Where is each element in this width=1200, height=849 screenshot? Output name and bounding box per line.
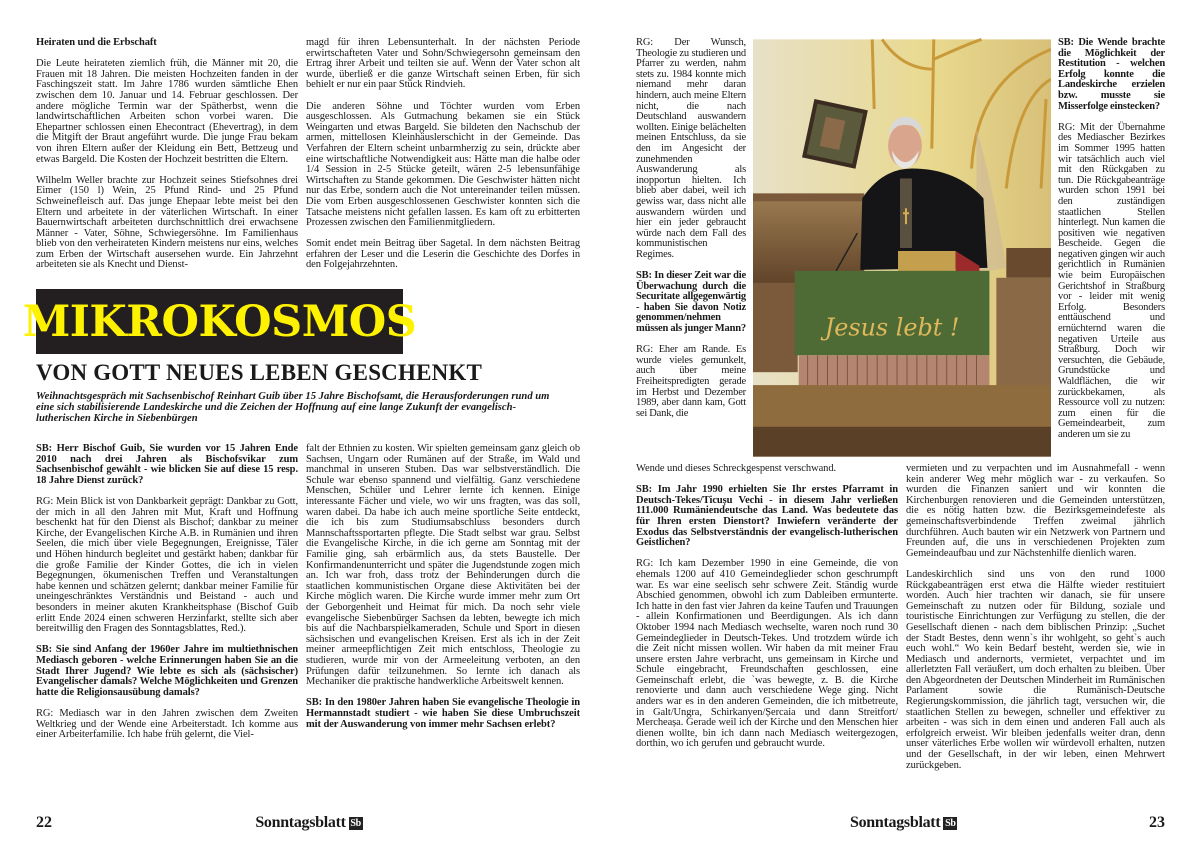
page-number-right: 23	[1149, 814, 1165, 831]
article-headline: VON GOTT NEUES LEBEN GESCHENKT	[36, 360, 483, 386]
paragraph: RG: Ich kam Dezember 1990 in eine Gemeinde, die von ehemals 1200 auf 410 Gemeindeglieder schon geschrumpft war. Es war eine seelisch sehr schwere Zeit. Ständig wurde Abschied genommen, obwohl ich zum Dableiben ermunterte. Ich hatte in den fast vier Jahren da keine Taufen und Trauungen - allein Konfirmationen und Beerdigungen. Als ich dann Oktober 1994 nach Mediasch wechselte, waren noch rund 30 Gemeindeglieder in Deutsch-Tekes. Und trotzdem würde ich die Zeit nicht missen wollen. Wir haben da mit meiner Frau unsere ersten Jahre verbracht, uns gemeinsam in Kirche und Schule eingebracht, Freundschaften geschlossen, eine Gemeinschaft erlebt, die `was bewegte, z. B. die Kirche renovierte und dann auch verschiedene Wege ging. Nicht anders war es in den anderen Gemeinden, die ich mitbetreute, in Galt/Ungra, Schirkanyen/Șercaia und dann Streitfort/ Mercheașa. Gerade weil ich der Kirche und den Menschen hier dienen wollte, bin ich dann nach Mediasch weitergezogen, dorthin, wo ich gerufen und gebraucht wurde.	[636, 558, 898, 750]
paragraph: RG: Mein Blick ist von Dankbarkeit geprägt: Dankbar zu Gott, der mich in all den Jahren mit Mut, Kraft und Hoffnung beschenkt hat für den Dienst als Bischof; dankbar zu meiner Kirche, der Evangelischen Kirche A.B. in Rumänien und ihren Seelen, die mich über viele Begegnungen, Ereignisse, Täler und Höhen hindurch begleitet und gestärkt haben; dankbar für die große Familie der Kinder Gottes, die ich in vielen Begegnungen, ökumenischen Treffen und Veranstaltungen habe kennen und schätzen gelernt; dankbar meiner Familie für uneingeschränktes Verständnis und Beistand - auch und besonders in meiner akuten Krankheitsphase (Bischof Guib erlitt Ende 2024 einen schweren Herzinfarkt, stellte sich aber bereitwillig den Fragen des Sonntagsblattes, Red.).	[36, 496, 298, 635]
footer-left	[36, 805, 580, 833]
interview-question: SB: Im Jahr 1990 erhielten Sie Ihr erstes Pfarramt in Deutsch-Tekes/Ticușu Vechi - in diesem Jahr verließen 111.000 Rumäniendeutsche das Land. Was bedeutete das für Ihren ersten Dienstort? Inwiefern veränderte der Exodus das Selbstverständnis der evangelisch-lutherischen Geistlichen?	[636, 484, 898, 549]
interview-column-4	[1058, 38, 1165, 441]
logo-text: Sonntagsblatt	[850, 814, 941, 831]
bishop-pulpit-illustration	[753, 38, 1051, 458]
logo-mark-icon: Sb	[945, 817, 956, 829]
interview-question: SB: Herr Bischof Guib, Sie wurden vor 15 Jahren Ende 2010 nach drei Jahren als Bischofsvikar zum Sachsenbischof gewählt - wie blicken Sie auf diese 15 resp. 18 Jahre Dienst zurück?	[36, 443, 298, 486]
paragraph: RG: Eher am Rande. Es wurde vieles gemunkelt, auch über meine Freiheitspredigten gerade im Herbst und Dezember 1989, aber dann kam, Gott sei Dank, die	[636, 344, 746, 419]
paragraph: RG: Mediasch war in den Jahren zwischen dem Zweiten Weltkrieg und der Wende eine Arbeiterstadt. Ich komme aus einer Arbeiterfamilie. Ich habe früh gelernt, die Viel-	[36, 707, 298, 741]
paragraph: falt der Ethnien zu kosten. Wir spielten gemeinsam ganz gleich ob Sachsen, Ungarn oder Rumänen auf der Straße, im Wald und manchmal in unseren Stuben. Das war selbstverständlich. Die Schule war ebenso spannend und vielfältig. Ganz verschiedene Menschen, Schüler und Lehrer lernte ich kennen. Einige interessante Fächer und viele, wo wir uns fragten, was das soll, waren dabei. Da habe ich auch meine sportliche Seite entdeckt, die ich bis zum Studiumsabschluss besonders durch Mannschaftssportarten pflegte. Die Stadt selbst war grau. Selbst die Evangelische Kirche, in die ich gerne am Sonntag mit der Familie ging, sah erbärmlich aus, da stets Baustelle. Der Konfirmandenunterricht und später die Jugendstunde zogen mich an. Ich war froh, dass trotz der Behinderungen durch die staatlichen kommunistischen Organe diese Aktivitäten bei der Kirche möglich waren. Die Kirche wurde immer mehr zum Ort der Geborgenheit und Heimat für mich. Da noch sehr viele evangelische Siebenbürger Sachsen da lebten, bewegte ich mich bis auf die Nachbarspielkameraden, Schule und Sport in diesen sächsischen und evangelischen Kreisen. Erst als ich in der Zeit meiner armeepflichtigen Zeit mich entschloss, Theologie zu studieren, wurde mir von der Armeeleitung verboten, an den Prüfungen dafür teilzunehmen. So lernte ich danach als Mechaniker die praktische handwerkliche Arbeitswelt kennen.	[306, 443, 580, 688]
masthead-logo-right	[850, 814, 957, 832]
section-banner-label: MIKROKOSMOS	[22, 296, 417, 347]
interview-column-6	[906, 464, 1165, 771]
interview-column-3	[636, 38, 746, 419]
interview-right-top	[636, 38, 1165, 458]
paragraph: RG: Der Wunsch, Theologie zu studieren und Pfarrer zu werden, nahm stets zu. 1984 konnte mich niemand mehr daran hindern, auch meine Eltern nicht, die nach Deutschland auswandern wollten. Einige belächelten meinen Entschluss, da sie den im Angesicht der zunehmenden Auswanderung als inopportun hielten. Ich blieb aber dabei, weil ich gewiss war, dass nicht alle auswandern würden und hier ein jeder gebraucht würde nach dem Fall des kommunistischen Regimes.	[636, 37, 746, 260]
pulpit-banner-text: Jesus lebt !	[824, 313, 960, 342]
interview-left	[36, 444, 580, 741]
interview-question: SB: Die Wende brachte die Möglichkeit der Restitution - welchen Erfolg konnte die Landeskirche erzielen bzw. musste sie Misserfolge einstecken?	[1058, 37, 1165, 112]
interview-right-bottom-left	[636, 464, 898, 750]
logo-text: Sonntagsblatt	[255, 814, 346, 831]
logo-mark-icon: Sb	[350, 817, 361, 829]
article-column-erbschaft-2	[306, 38, 580, 271]
paragraph: RG: Mit der Übernahme des Mediascher Bezirkes im Sommer 1995 hatten wir tatsächlich auch viel mit den Rückgaben zu tun. Die Rückgabeanträge wurden schon 1991 bei den zuständigen staatlichen Stellen hinterlegt. Nun kamen die positiven wie negativen Bescheide. Gegen die negativen gingen wir auch gerichtlich in Rumänien wie beim Europäischen Gerichtshof in Straßburg vor - leider mit wenig Erfolg. Besonders enttäuschend und ernüchternd waren die negativen Urteile aus Straßburg. Doch wir versuchten, die Gebäude, Grundstücke und Waldflächen, die wir zurückbekamen, als Ressource voll zu nutzen: zum einen für die Gemeindearbeit, zum anderen um sie zu	[1058, 121, 1165, 440]
masthead-logo-left	[255, 814, 362, 832]
paragraph: vermieten und zu verpachten und im Ausnahmefall - wenn kein anderer Weg mehr möglich war - zu verkaufen. So wurden die Finanzen saniert und wir konnten die Kirchenburgen renovieren und die Gemeinden unterstützen, die es nötig hatten bzw. die Bezirksgemeindefeste als gemeinschaftsverbindende Treffen zweimal jährlich durchführen. Auch bauten wir ein Netzwerk von Partnern und Freunden auf, die uns in verschiedenen Projekten zum Gemeindeaufbau und zur Nächstenhilfe dienlich waren.	[906, 463, 1165, 559]
interview-question: SB: In den 1980er Jahren haben Sie evangelische Theologie in Hermannstadt studiert - wie haben Sie diese Umbruchszeit mit der Auswanderung von immer mehr Sachsen erlebt?	[306, 697, 580, 730]
section-heading: Heiraten und die Erbschaft	[36, 37, 157, 48]
pulpit-cloth	[795, 271, 990, 397]
paragraph: magd für ihren Lebensunterhalt. In der nächsten Periode erwirtschafteten Vater und Sohn/Schwiegersohn gemeinsam den Ertrag ihrer Arbeit und teilten sie auf. Wenn der Vater schon alt wurde, überließ er die ganze Wirtschaft seinen Erben, für sich behielt er nur ein paar Stück Rindvieh.	[306, 37, 580, 91]
paragraph: Die anderen Söhne und Töchter wurden vom Erben ausgeschlossen. Als Gutmachung bekamen sie ein Stück Weingarten und etwas Bargeld. Sie bildeten den Nachschub der armen, mittellosen Kleinhäuslerschicht in der Gemeinde. Das Verfahren der Eltern scheint unbarmherzig zu sein, drückte aber eine wirtschaftliche Notwendigkeit aus: Hätte man die halbe oder 1/4 Session in 2-5 Stücke geteilt, wären 2-5 lebensunfähige Wirtschaften zu Stande gekommen. Die Geschwister hätten nicht nur das Erbe, sondern auch die Not untereinander teilen müssen. Die vom Erben ausgeschlossenen Geschwister konnten sich die Tatsache meistens nicht gefallen lassen. Es kam oft zu erbitterten Prozessen zwischen den Familienmitgliedern.	[306, 100, 580, 229]
paragraph: Wilhelm Weller brachte zur Hochzeit seines Stiefsohnes drei Eimer (150 l) Wein, 25 Pfund Rind- und 25 Pfund Schweinefleisch auf. Das junge Ehepaar lebte meist bei den Eltern und arbeitete in der väterlichen Wirtschaft. In einer Bauernwirtschaft arbeiteten durchschnittlich drei erwachsene Männer - Vater, Söhne, Schwiegersöhne. Im Familienhaus blieb von den verheirateten Kindern meistens nur eins, welches zum Erben der Wirtschaft ausersehen wurde. Ein Jahrzehnt arbeiteten sie als Knecht und Dienst-	[36, 174, 298, 271]
footer-right	[636, 805, 1165, 833]
page-number-left: 22	[36, 814, 52, 831]
article-column-erbschaft-1	[36, 38, 298, 271]
interview-column-2	[306, 444, 580, 730]
photo-bishop-at-pulpit	[753, 38, 1051, 458]
interview-question: SB: Sie sind Anfang der 1960er Jahre im multiethnischen Mediasch geboren - welche Erinnerungen haben Sie an die Stadt Ihrer Jugend? Wie lebte es sich als (sächsischer) Evangelischer damals? Welche Möglichkeiten und Grenzen hatte die Religionsausübung damals?	[36, 644, 298, 698]
interview-right-bottom	[636, 464, 1165, 771]
article-intro: Weihnachtsgespräch mit Sachsenbischof Reinhart Guib über 15 Jahre Bischofsamt, die Herausforderungen rund um eine sich stabilisierende Landeskirche und die Zeichen der Hoffnung auf eine lange Zukunft der evangelisch-lutherischen Kirche in Siebenbürgen	[36, 391, 550, 425]
page-left	[22, 37, 580, 833]
interview-column-5	[636, 485, 898, 750]
interview-column-3-tail: Wende und dieses Schreckgespenst verschwand.	[636, 463, 837, 474]
paragraph: Landeskirchlich sind uns von den rund 1000 Rückgabeanträgen erst etwa die Hälfte wieder restituiert worden. Auch hier trachten wir danach, sie für unsere Gemeinschaft zu nutzen oder für Bildung, soziale und touristische Einrichtungen zur Verfügung zu stellen, die der Gesellschaft dienen - nach dem biblischen Prinzip: „Suchet der Stadt Bestes, denn wenn`s ihr wohlgeht, so geht`s auch euch wohl.“ Wo kein Bedarf besteht, werden sie, wie in Mediasch und andernorts, vermietet, verpachtet und im allerletzten Fall veräußert, um doch erhalten zu bleiben. Über den Abgeordneten der Deutschen Minderheit im Rumänischen Parlament sowie die Rumänisch-Deutsche Regierungskommission, die jährlich tagt, versuchen wir, die staatlichen Stellen zu bewegen, schneller und effektiver zu arbeiten - was sich in dem einen und anderen Fall auch als erfolgreich erweist. Wir bleiben jedenfalls weiter dran, denn unser väterliches Erbe wollen wir würdevoll erhalten, nutzen und der Gesellschaft, in der wir leben, einen Mehrwert zurückgeben.	[906, 568, 1165, 771]
interview-question: SB: In dieser Zeit war die Überwachung durch die Securitate allgegenwärtig - haben Sie davon Notiz genommen/nehmen müssen als junger Mann?	[636, 270, 746, 335]
page-right	[636, 38, 1165, 833]
paragraph: Somit endet mein Beitrag über Sagetal. In dem nächsten Beitrag erfahren der Leser und die Leserin die Geschichte des Dorfes in den Folgejahrzehnten.	[306, 238, 580, 271]
interview-column-1	[36, 444, 298, 741]
paragraph: Die Leute heirateten ziemlich früh, die Männer mit 20, die Frauen mit 18 Jahren. Die meisten Hochzeiten fanden in der Faschingszeit statt. Im Jahre 1786 wurden sämtliche Ehen zwischen dem 10. Januar und 14. Februar geschlossen. Der andere mögliche Termin war der Spätherbst, wenn die landwirtschaftlichen Arbeiten schon vorbei waren. Die Ehepartner schlossen einen Ehecontract (Ehevertrag), in dem die Mitgift der Braut angeführt wurde. Die junge Frau bekam von ihren Eltern außer der Kleidung ein Bett, Bettzeug und etwas Bargeld. Die Kosten der Hochzeit bestritten die Eltern.	[36, 58, 298, 165]
erbschaft-article	[36, 38, 580, 271]
section-banner	[22, 289, 417, 354]
